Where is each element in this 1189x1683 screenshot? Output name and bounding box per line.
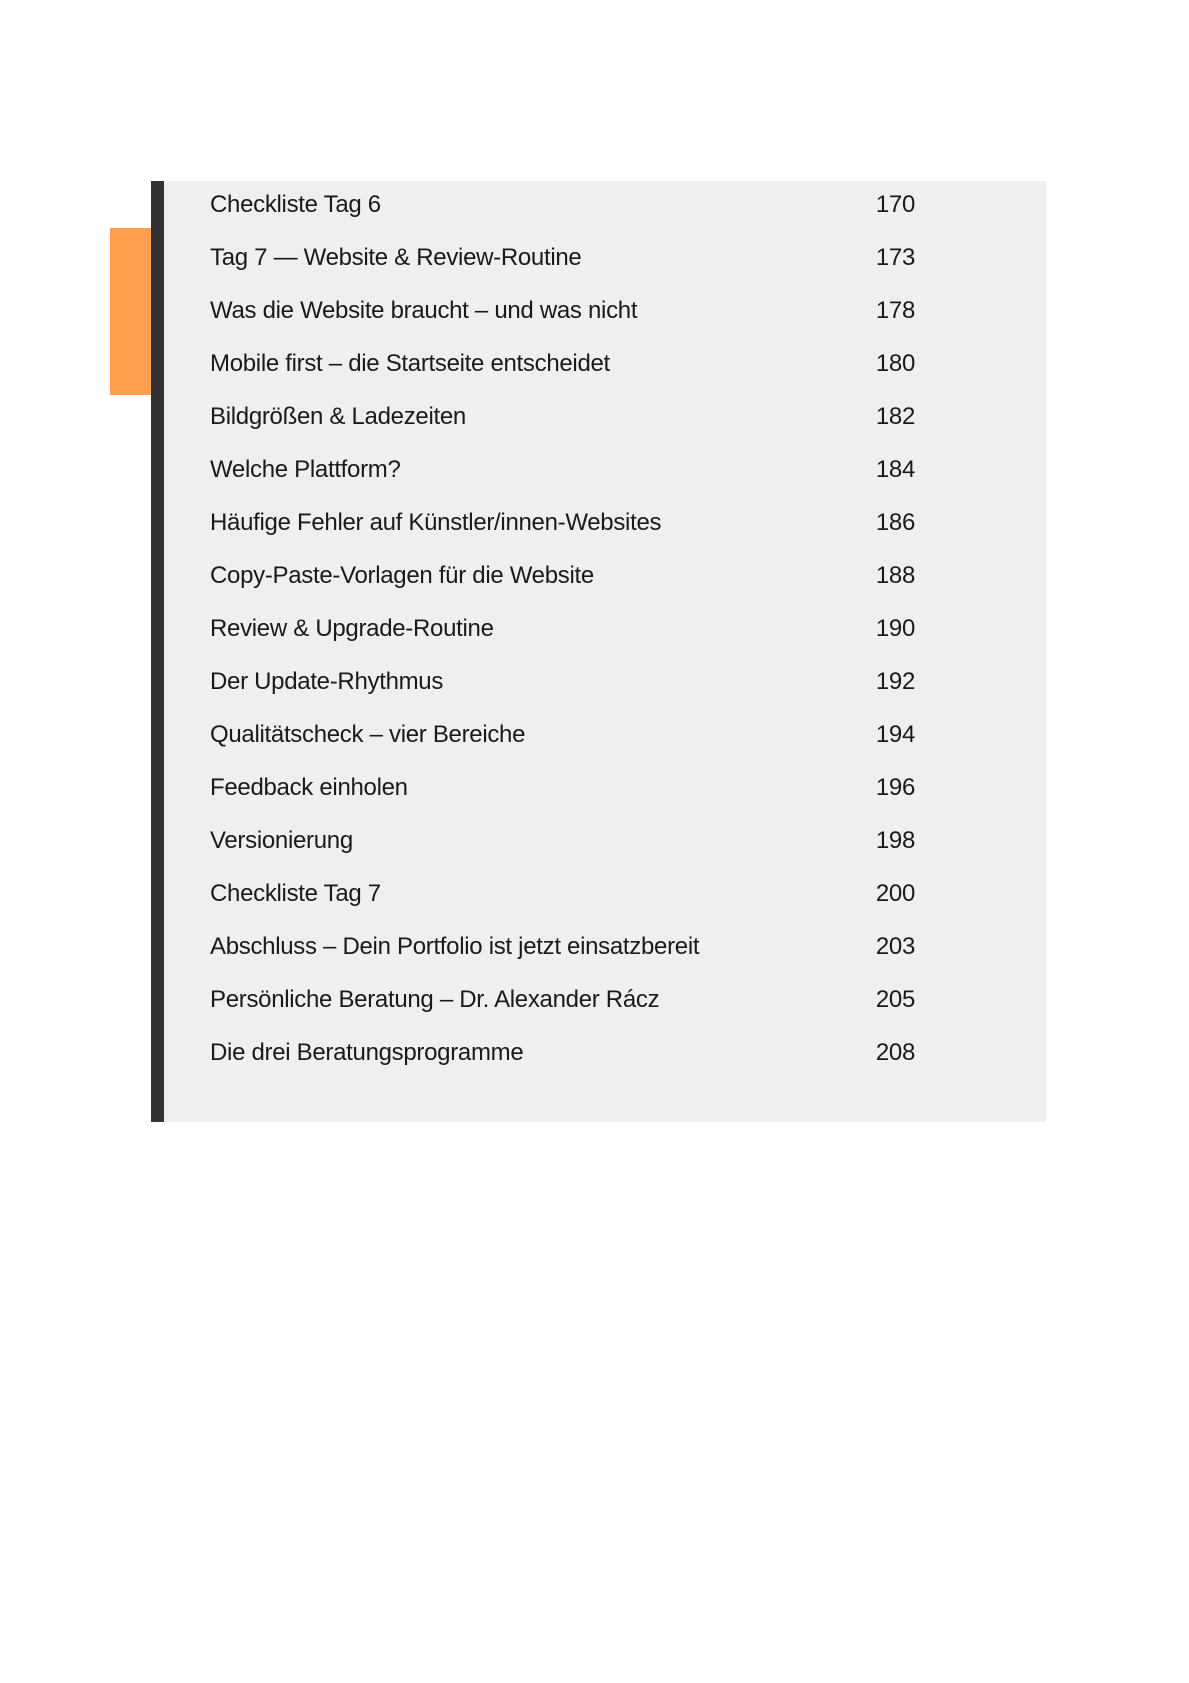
toc-entry-review-upgrade[interactable] xyxy=(210,605,915,658)
toc-entry-beratungsprogramme[interactable] xyxy=(210,1029,915,1082)
toc-entry-title: Persönliche Beratung – Dr. Alexander Rácz xyxy=(210,986,660,1013)
toc-entry-title: Der Update-Rhythmus xyxy=(210,668,444,695)
toc-entry-title: Review & Upgrade-Routine xyxy=(210,615,494,642)
toc-entry-title: Welche Plattform? xyxy=(210,456,401,483)
toc-entry-tag-7[interactable] xyxy=(210,234,915,287)
toc-entry-checkliste-tag-6[interactable] xyxy=(210,181,915,234)
toc-entry-page: 186 xyxy=(875,509,915,536)
table-of-contents xyxy=(210,181,915,1082)
toc-entry-update-rhythmus[interactable] xyxy=(210,658,915,711)
left-border-bar xyxy=(151,181,164,1122)
toc-entry-title: Checkliste Tag 6 xyxy=(210,191,381,218)
toc-entry-checkliste-tag-7[interactable] xyxy=(210,870,915,923)
toc-entry-title: Die drei Beratungsprogramme xyxy=(210,1039,524,1066)
accent-block xyxy=(110,228,151,395)
toc-entry-page: 178 xyxy=(875,297,915,324)
toc-entry-persoenliche-beratung[interactable] xyxy=(210,976,915,1029)
toc-entry-title: Checkliste Tag 7 xyxy=(210,880,381,907)
toc-entry-bildgroessen[interactable] xyxy=(210,393,915,446)
toc-entry-haeufige-fehler[interactable] xyxy=(210,499,915,552)
toc-entry-page: 203 xyxy=(875,933,915,960)
toc-entry-copy-paste-vorlagen[interactable] xyxy=(210,552,915,605)
toc-entry-page: 198 xyxy=(875,827,915,854)
toc-entry-page: 208 xyxy=(875,1039,915,1066)
toc-entry-page: 184 xyxy=(875,456,915,483)
toc-entry-page: 205 xyxy=(875,986,915,1013)
toc-entry-title: Häufige Fehler auf Künstler/innen-Websites xyxy=(210,509,662,536)
toc-entry-versionierung[interactable] xyxy=(210,817,915,870)
toc-entry-title: Bildgrößen & Ladezeiten xyxy=(210,403,466,430)
toc-entry-page: 182 xyxy=(875,403,915,430)
toc-entry-website-braucht[interactable] xyxy=(210,287,915,340)
toc-entry-title: Feedback einholen xyxy=(210,774,408,801)
toc-entry-title: Mobile first – die Startseite entscheidet xyxy=(210,350,610,377)
toc-entry-page: 196 xyxy=(875,774,915,801)
toc-entry-title: Tag 7 — Website & Review-Routine xyxy=(210,244,582,271)
toc-entry-abschluss[interactable] xyxy=(210,923,915,976)
toc-entry-qualitaetscheck[interactable] xyxy=(210,711,915,764)
toc-entry-plattform[interactable] xyxy=(210,446,915,499)
toc-entry-title: Was die Website braucht – und was nicht xyxy=(210,297,638,324)
toc-entry-page: 192 xyxy=(875,668,915,695)
toc-entry-mobile-first[interactable] xyxy=(210,340,915,393)
toc-entry-page: 190 xyxy=(875,615,915,642)
toc-entry-title: Copy-Paste-Vorlagen für die Website xyxy=(210,562,594,589)
toc-entry-title: Qualitätscheck – vier Bereiche xyxy=(210,721,526,748)
toc-entry-page: 188 xyxy=(875,562,915,589)
toc-entry-page: 170 xyxy=(875,191,915,218)
toc-entry-feedback[interactable] xyxy=(210,764,915,817)
toc-entry-page: 173 xyxy=(875,244,915,271)
toc-entry-title: Versionierung xyxy=(210,827,353,854)
toc-entry-page: 200 xyxy=(875,880,915,907)
toc-entry-title: Abschluss – Dein Portfolio ist jetzt einsatzbereit xyxy=(210,933,700,960)
toc-entry-page: 180 xyxy=(875,350,915,377)
toc-entry-page: 194 xyxy=(875,721,915,748)
